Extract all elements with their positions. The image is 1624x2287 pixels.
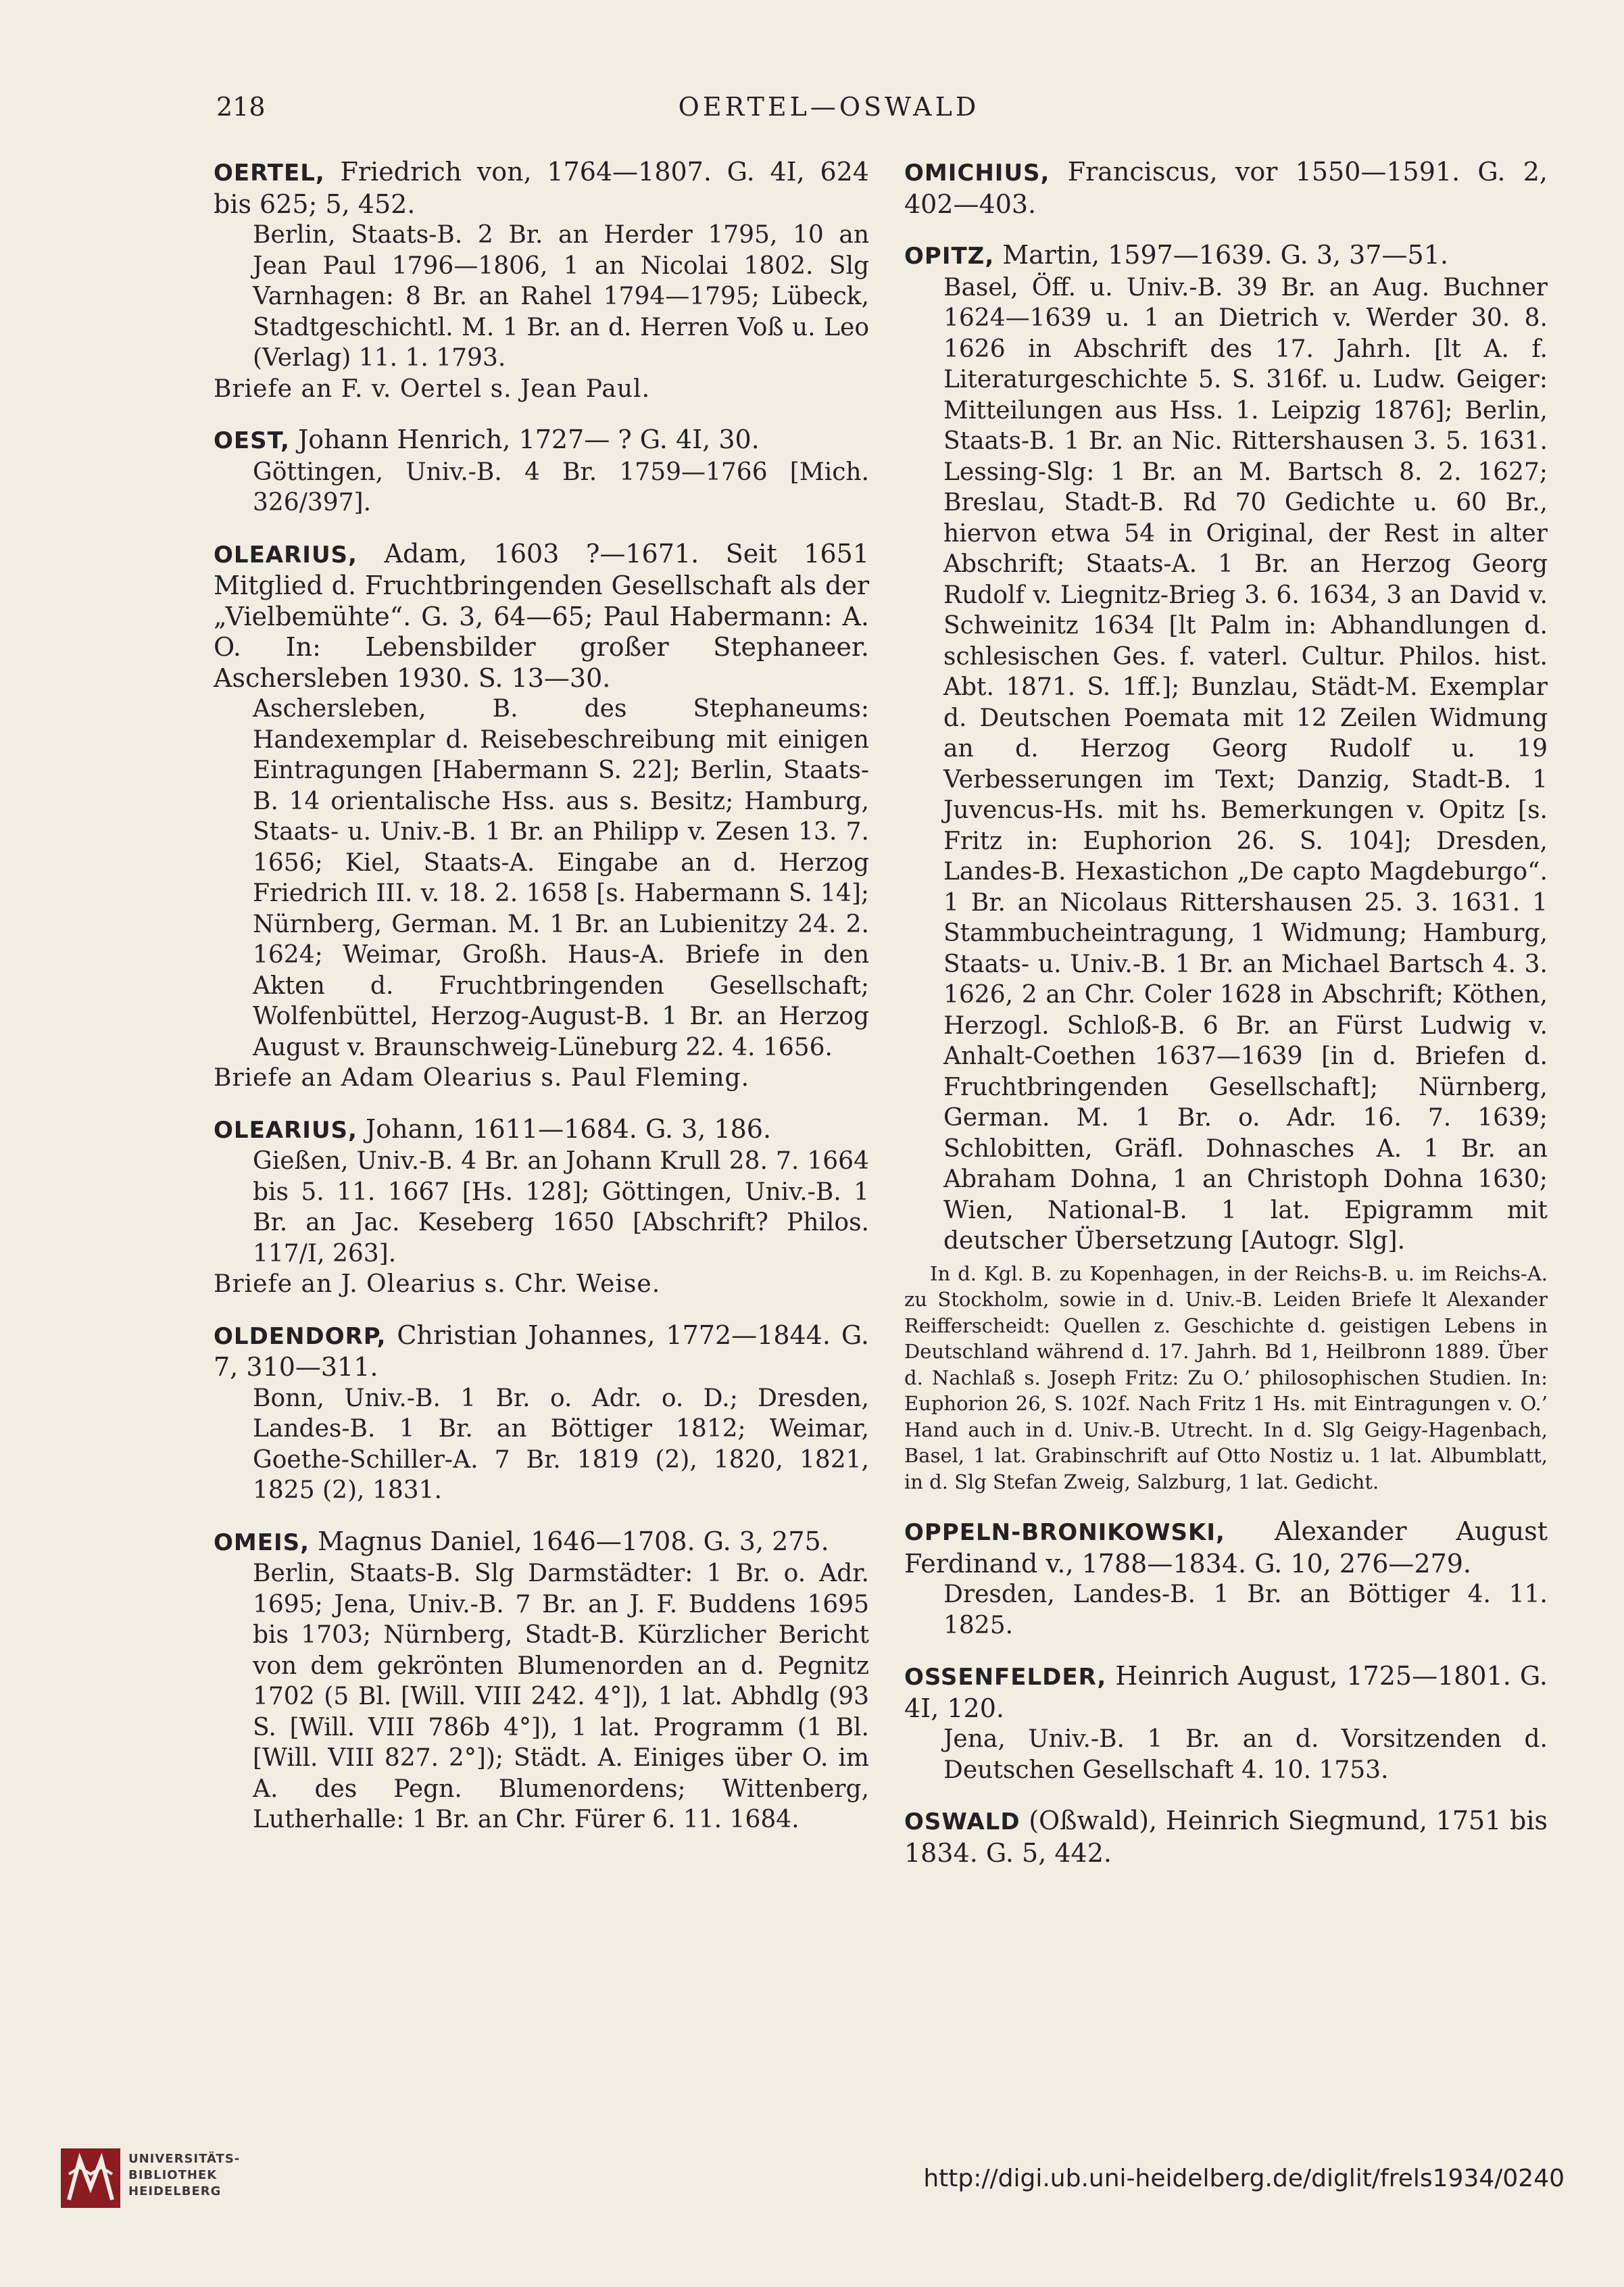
- entry-sources: Berlin, Staats-B. 2 Br. an Herder 1795, 10 an Jean Paul 1796—1806, 1 an Nicolai 1802. Slg Varnhagen: 8 Br. an Rahel 1794—1795; Lübeck, Stadtgeschichtl. M. 1 Br. an d. Herren Voß u. Leo (Verlag) 11. 1. 1793.: [253, 221, 869, 372]
- entry-ossenfelder: [904, 1661, 1548, 1785]
- entry-head: Johann, 1611—1684. G. 3, 186.: [357, 1113, 772, 1144]
- entry-head: Magnus Daniel, 1646—1708. G. 3, 275.: [310, 1526, 829, 1556]
- page-number: 218: [216, 92, 266, 122]
- lemma: OERTEL,: [214, 160, 325, 187]
- entry-sources: Jena, Univ.-B. 1 Br. an d. Vorsitzenden d. Deutschen Gesellschaft 4. 10. 1753.: [943, 1725, 1548, 1784]
- entry-head: Alexander August Ferdinand v., 1788—1834. G. 10, 276—279.: [904, 1516, 1548, 1579]
- entry-oest: [214, 425, 869, 519]
- library-logo[interactable]: [59, 2147, 262, 2221]
- entry-head: (Oßwald), Heinrich Siegmund, 1751 bis 1834. G. 5, 442.: [904, 1806, 1548, 1868]
- lemma: OSSENFELDER,: [904, 1664, 1107, 1691]
- entry-oertel: [214, 157, 869, 404]
- cross-reference: Briefe an F. v. Oertel s. Jean Paul.: [214, 375, 651, 403]
- lemma: OSWALD: [904, 1808, 1020, 1835]
- entry-head: Friedrich von, 1764—1807. G. 4I, 624 bis 625; 5, 452.: [214, 157, 869, 219]
- lemma: OLEARIUS,: [214, 1116, 358, 1144]
- lemma: OPPELN-BRONIKOWSKI,: [904, 1519, 1225, 1546]
- entry-sources: Bonn, Univ.-B. 1 Br. o. Adr. o. D.; Dresden, Landes-B. 1 Br. an Böttiger 1812; Weimar, Goethe-Schiller-A. 7 Br. 1819 (2), 1820, 1821, 1825 (2), 1831.: [253, 1384, 869, 1504]
- entry-head: Martin, 1597—1639. G. 3, 37—51.: [994, 240, 1448, 270]
- entry-head: Christian Johannes, 1772—1844. G. 7, 310—311.: [214, 1320, 869, 1382]
- library-name: [128, 2151, 240, 2200]
- left-column: [214, 157, 869, 1856]
- right-column: [904, 157, 1548, 1889]
- source-url-link[interactable]: http://digi.ub.uni-heidelberg.de/diglit/frels1934/0240: [923, 2165, 1565, 2192]
- logo-line: BIBLIOTHEK: [128, 2168, 218, 2182]
- entry-note: [904, 1261, 1548, 1495]
- cross-reference: Briefe an J. Olearius s. Chr. Weise.: [214, 1270, 661, 1298]
- entry-sources: Gießen, Univ.-B. 4 Br. an Johann Krull 28. 7. 1664 bis 5. 11. 1667 [Hs. 128]; Göttingen, Univ.-B. 1 Br. an Jac. Keseberg 1650 [Abschrift? Philos. 117/I, 263].: [253, 1147, 869, 1268]
- entry-oswald: [904, 1806, 1548, 1869]
- entry-opitz: [904, 240, 1548, 1495]
- entry-head: Johann Henrich, 1727— ? G. 4I, 30.: [289, 425, 760, 454]
- lemma: OPITZ,: [904, 243, 995, 270]
- entry-omeis: [214, 1526, 869, 1835]
- entry-sources: Dresden, Landes-B. 1 Br. an Böttiger 4. 11. 1825.: [943, 1581, 1548, 1639]
- logo-line: HEIDELBERG: [128, 2184, 222, 2198]
- entry-head: Heinrich August, 1725—1801. G. 4I, 120.: [904, 1661, 1548, 1723]
- lemma: OMICHIUS,: [904, 160, 1050, 187]
- university-crest-icon: [59, 2147, 122, 2209]
- page-header: [216, 92, 1442, 133]
- running-head: OERTEL—OSWALD: [678, 92, 980, 122]
- entry-oppeln-bronikowski: [904, 1516, 1548, 1641]
- lemma: OEST,: [214, 427, 290, 454]
- entry-sources: Basel, Öff. u. Univ.-B. 39 Br. an Aug. Buchner 1624—1639 u. 1 an Dietrich v. Werder 30. 8. 1626 in Abschrift des 17. Jahrh. [lt A. f. Literaturgeschichte 5. S. 316f. u. Ludw. Geiger: Mitteilungen aus Hss. 1. Leipzig 1876]; Berlin, Staats-B. 1 Br. an Nic. Rittershausen 3. 5. 1631. Lessing-Slg: 1 Br. an M. Bartsch 8. 2. 1627; Breslau, Stadt-B. Rd 70 Gedichte u. 60 Br., hiervon etwa 54 in Original, der Rest in alter Abschrift; Staats-A. 1 Br. an Herzog Georg Rudolf v. Liegnitz-Brieg 3. 6. 1634, 3 an David v. Schweinitz 1634 [lt Palm in: Abhandlungen d. schlesischen Ges. f. vaterl. Cultur. Philos. hist. Abt. 1871. S. 1ff.]; Bunzlau, Städt-M. Exemplar d. Deutschen Poemata mit 12 Zeilen Widmung an d. Herzog Georg Rudolf u. 19 Verbesserungen im Text; Danzig, Stadt-B. 1 Juvencus-Hs. mit hs. Bemerkungen v. Opitz [s. Fritz in: Euphorion 26. S. 104]; Dresden, Landes-B. Hexastichon „De capto Magdeburgo“. 1 Br. an Nicolaus Rittershausen 25. 3. 1631. 1 Stammbucheintragung, 1 Widmung; Hamburg, Staats- u. Univ.-B. 1 Br. an Michael Bartsch 4. 3. 1626, 2 an Chr. Coler 1628 in Abschrift; Köthen, Herzogl. Schloß-B. 6 Br. an Fürst Ludwig v. Anhalt-Coethen 1637—1639 [in d. Briefen d. Fruchtbringenden Gesellschaft]; Nürnberg, German. M. 1 Br. o. Adr. 16. 7. 1639; Schlobitten, Gräfl. Dohnasches A. 1 Br. an Abraham Dohna, 1 an Christoph Dohna 1630; Wien, National-B. 1 lat. Epigramm mit deutscher Übersetzung [Autogr. Slg].: [943, 273, 1548, 1255]
- entry-sources: Göttingen, Univ.-B. 4 Br. 1759—1766 [Mich. 326/397].: [253, 458, 869, 516]
- note-text: In d. Kgl. B. zu Kopenhagen, in der Reichs-B. u. im Reichs-A. zu Stockholm, sowie in d. Univ.-B. Leiden Briefe lt Alexander Reifferscheidt: Quellen z. Geschichte d. geistigen Lebens in Deutschland während d. 17. Jahrh. Bd 1, Heilbronn 1889. Über d. Nachlaß s. Joseph Fritz: Zu O.’ philosophischen Studien. In: Euphorion 26, S. 102f. Nach Fritz 1 Hs. mit Eintragungen v. O.’ Hand auch in d. Univ.-B. Utrecht. In d. Slg Geigy-Hagenbach, Basel, 1 lat. Grabinschrift auf Otto Nostiz u. 1 lat. Albumblatt, in d. Slg Stefan Zweig, Salzburg, 1 lat. Gedicht.: [904, 1261, 1548, 1493]
- entry-omichius: [904, 157, 1548, 220]
- cross-reference: Briefe an Adam Olearius s. Paul Fleming.: [214, 1064, 750, 1092]
- entry-head: Adam, 1603 ?—1671. Seit 1651 Mitglied d. Fruchtbringenden Gesellschaft als der „Vielbemühte“. G. 3, 64—65; Paul Habermann: A. O. In: Lebensbilder großer Stephaneer. Aschersleben 1930. S. 13—30.: [214, 538, 869, 693]
- entry-sources: Aschersleben, B. des Stephaneums: Handexemplar d. Reisebeschreibung mit einigen Eintragungen [Habermann S. 22]; Berlin, Staats-B. 14 orientalische Hss. aus s. Besitz; Hamburg, Staats- u. Univ.-B. 1 Br. an Philipp v. Zesen 13. 7. 1656; Kiel, Staats-A. Eingabe an d. Herzog Friedrich III. v. 18. 2. 1658 [s. Habermann S. 14]; Nürnberg, German. M. 1 Br. an Lubienitzy 24. 2. 1624; Weimar, Großh. Haus-A. Briefe in den Akten d. Fruchtbringenden Gesellschaft; Wolfenbüttel, Herzog-August-B. 1 Br. an Herzog August v. Braunschweig-Lüneburg 22. 4. 1656.: [253, 695, 869, 1061]
- entry-olearius-adam: [214, 539, 869, 1094]
- lemma: OMEIS,: [214, 1528, 310, 1556]
- lemma: OLEARIUS,: [214, 541, 358, 569]
- logo-line: UNIVERSITÄTS-: [128, 2152, 241, 2166]
- entry-oldendorp: [214, 1320, 869, 1506]
- entry-head: Franciscus, vor 1550—1591. G. 2, 402—403.: [904, 157, 1548, 219]
- entry-sources: Berlin, Staats-B. Slg Darmstädter: 1 Br. o. Adr. 1695; Jena, Univ.-B. 7 Br. an J. F. Buddens 1695 bis 1703; Nürnberg, Stadt-B. Kürzlicher Bericht von dem gekrönten Blumenorden an d. Pegnitz 1702 (5 Bl. [Will. VIII 242. 4°]), 1 lat. Abhdlg (93 S. [Will. VIII 786b 4°]), 1 lat. Programm (1 Bl. [Will. VIII 827. 2°]); Städt. A. Einiges über O. im A. des Pegn. Blumenordens; Wittenberg, Lutherhalle: 1 Br. an Chr. Fürer 6. 11. 1684.: [253, 1560, 869, 1833]
- entry-olearius-johann: [214, 1114, 869, 1300]
- lemma: OLDENDORP,: [214, 1322, 387, 1350]
